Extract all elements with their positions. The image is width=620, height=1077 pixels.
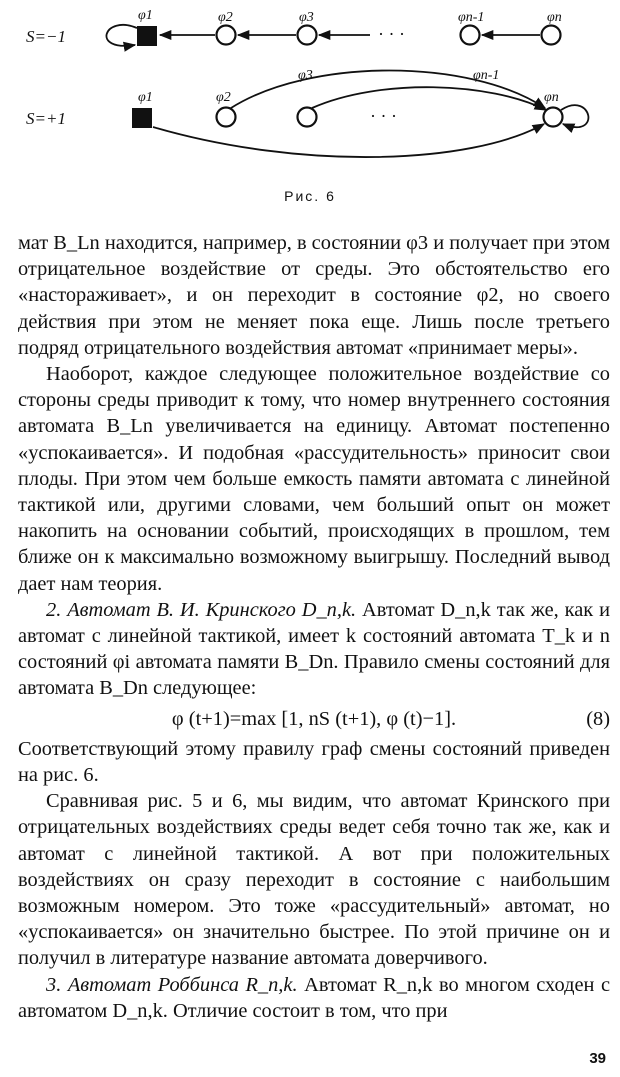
paragraph-2: Наоборот, каждое следующее положительное воздействие со стороны среды приводит к тому, что номер внутреннего состояния автомата B_Ln увеличивается на единицу. Автомат постепенно «успокаивается». И подобная «рассудительность» приносит свои плоды. При этом чем больше емкость памяти автомата с линейной тактикой или, другими словами, чем больший опыт он может накопить на основании событий, происходящих в прошлом, тем ближе он к максимально возможному выигрышу. Последний вывод дает нам теория. bbox=[18, 363, 610, 595]
formula-8 bbox=[18, 706, 610, 732]
row1-node-phi1 bbox=[137, 26, 157, 46]
section-title-robbins: 3. Автомат Роббинса R_n,k. bbox=[46, 973, 298, 996]
row2-node-phin bbox=[544, 108, 563, 127]
row1-label-phin: φn bbox=[547, 10, 562, 25]
row2-node-phi1 bbox=[132, 108, 152, 128]
row1-node-phi3 bbox=[298, 26, 317, 45]
row1-ellipsis: · · · bbox=[378, 24, 405, 44]
row2-label-phin: φn bbox=[544, 90, 559, 105]
page-number: 39 bbox=[589, 1050, 606, 1067]
row1-label: S=−1 bbox=[26, 27, 66, 46]
row2-node-phi2 bbox=[217, 108, 236, 127]
paragraph-3-text: Автомат D_n,k так же, как и автомат с линейной тактикой, имеет k состояний автомата T_k и n состояний φi автомата памяти B_Dn. Правило смены состояний для автомата B_Dn следующее: bbox=[18, 598, 610, 700]
section-title-krinsky: 2. Автомат В. И. Кринского D_n,k. bbox=[46, 598, 357, 621]
row2-arc-label-phin-1: φn-1 bbox=[473, 68, 500, 83]
row2-arc-label-phi3: φ3 bbox=[298, 68, 313, 83]
row1-node-phin-1 bbox=[461, 26, 480, 45]
row2-node-labels bbox=[138, 68, 559, 105]
paragraph-3 bbox=[18, 597, 610, 702]
row1-node-phi2 bbox=[217, 26, 236, 45]
paragraph-1: мат B_Ln находится, например, в состоянии φ3 и получает при этом отрицательное воздействие от среды. Это обстоятельство его «настораживает», и он переходит в состояние φ2, но своего действия при этом не меняет пока еще. Лишь после третьего подряд отрицательного воздействия автомат «принимает меры». bbox=[18, 232, 611, 359]
row1-node-phin bbox=[542, 26, 561, 45]
row2-label: S=+1 bbox=[26, 109, 66, 128]
row1-label-phi1: φ1 bbox=[138, 8, 153, 23]
row1-label-phin-1: φn-1 bbox=[458, 10, 485, 25]
row2-nodes bbox=[132, 108, 563, 129]
paragraph-4: Соответствующий этому правилу граф смены состояний приведен на рис. 6. bbox=[18, 737, 610, 787]
formula-expression: φ (t+1)=max [1, nS (t+1), φ (t)−1]. bbox=[171, 707, 457, 730]
paragraph-6-text: Автомат R_n,k во многом сходен с автоматом D_n,k. Отличие состоит в том, что при bbox=[18, 973, 611, 1022]
figure-caption: Рис. 6 bbox=[284, 188, 336, 204]
row2-node-phi3 bbox=[298, 108, 317, 127]
page-body bbox=[18, 230, 610, 1024]
row1-node-labels bbox=[138, 8, 562, 25]
row2-label-phi2: φ2 bbox=[216, 90, 231, 105]
formula-number: (8) bbox=[586, 707, 610, 730]
row2-ellipsis: · · · bbox=[370, 106, 397, 126]
state-graph-figure bbox=[0, 0, 620, 210]
row1-label-phi2: φ2 bbox=[218, 10, 233, 25]
paragraph-6 bbox=[18, 972, 610, 1024]
row1-label-phi3: φ3 bbox=[299, 10, 314, 25]
paragraph-5: Сравнивая рис. 5 и 6, мы видим, что автомат Кринского при отрицательных воздействиях среды ведет себя точно так же, как и автомат с линейной тактикой. А вот при положительных воздействиях он сразу переходит в состояние с наибольшим возможным номером. Это тоже «рассудительный» автомат, но «успокаивается» он значительно быстрее. По этой причине он и получил в литературе название автомата доверчивого. bbox=[18, 790, 610, 970]
row2-label-phi1: φ1 bbox=[138, 90, 153, 105]
